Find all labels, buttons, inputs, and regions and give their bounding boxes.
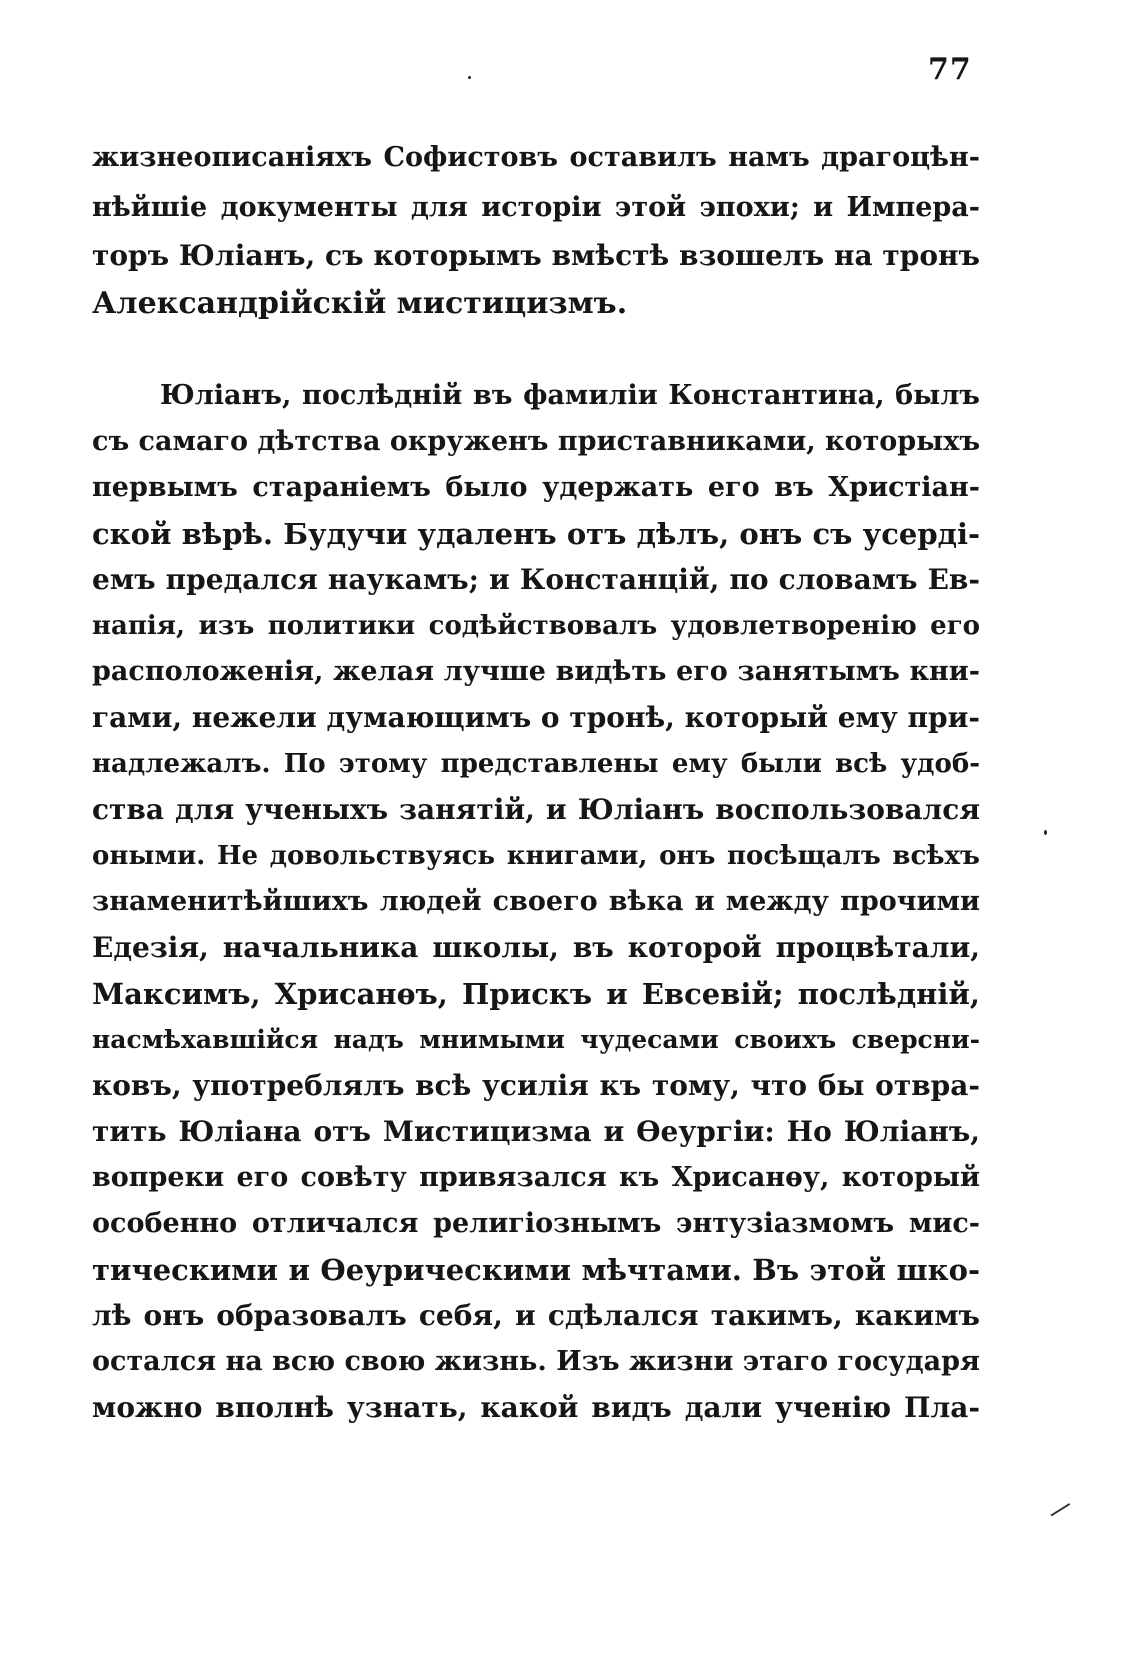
text-line: ковъ, употреблялъ всѣ усилія къ тому, что бы отвра- — [92, 1069, 980, 1102]
text-line: торъ Юліанъ, съ которымъ вмѣстѣ взошелъ на тронъ — [92, 239, 980, 272]
text-line: тить Юліана отъ Мистицизма и Ѳеургіи: Но Юліанъ, — [92, 1115, 980, 1148]
text-line: надлежалъ. По этому представлены ему были всѣ удоб- — [92, 749, 980, 779]
text-line: оными. Не довольствуясь книгами, онъ посѣщалъ всѣхъ — [92, 841, 980, 871]
text-line: особенно отличался религіознымъ энтузіазмомъ мис- — [92, 1208, 980, 1239]
text-line: Максимъ, Хрисанѳъ, Прискъ и Евсевій; послѣдній, — [92, 977, 980, 1011]
text-line: тическими и Ѳеурическими мѣчтами. Въ этой шко- — [92, 1253, 980, 1287]
text-line: нѣйшіе документы для исторіи этой эпохи; и Импера- — [92, 192, 980, 223]
text-line: насмѣхавшійся надъ мнимыми чудесами своихъ сверсни- — [92, 1025, 980, 1054]
paper-speck — [468, 76, 471, 79]
text-line: съ самаго дѣтства окруженъ приставниками, которыхъ — [92, 426, 981, 457]
text-line: емъ предался наукамъ; и Констанцій, по словамъ Ев- — [92, 563, 980, 596]
text-line: жизнеописаніяхъ Софистовъ оставилъ намъ драгоцѣн- — [92, 142, 980, 173]
text-line: ской вѣрѣ. Будучи удаленъ отъ дѣлъ, онъ съ усерді- — [92, 517, 980, 551]
text-line: лѣ онъ образовалъ себя, и сдѣлался такимъ, какимъ — [92, 1299, 980, 1332]
paper-speck — [1044, 830, 1047, 835]
page-number: 77 — [928, 52, 972, 87]
text-line: остался на всю свою жизнь. Изъ жизни этаго государя — [92, 1346, 980, 1377]
pen-mark — [1050, 1503, 1075, 1525]
text-line: можно вполнѣ узнать, какой видъ дали ученію Пла- — [92, 1391, 980, 1424]
text-line: Александрійскій мистицизмъ. — [92, 286, 628, 321]
text-line: знаменитѣйшихъ людей своего вѣка и между прочими — [92, 886, 980, 917]
text-line: Юліанъ, послѣдній въ фамиліи Константина, былъ — [160, 380, 980, 411]
text-line: напія, изъ политики содѣйствовалъ удовлетворенію его — [92, 611, 980, 641]
text-line: первымъ стараніемъ было удержать его въ Христіан- — [92, 472, 980, 503]
text-line: вопреки его совѣту привязался къ Хрисанѳу, который — [92, 1162, 980, 1193]
text-line: расположенія, желая лучше видѣть его занятымъ кни- — [92, 656, 980, 687]
text-line: Едезія, начальника школы, въ которой процвѣтали, — [92, 931, 980, 964]
text-line: гами, нежели думающимъ о тронѣ, который ему при- — [92, 701, 980, 734]
text-line: ства для ученыхъ занятій, и Юліанъ воспользовался — [92, 793, 980, 826]
